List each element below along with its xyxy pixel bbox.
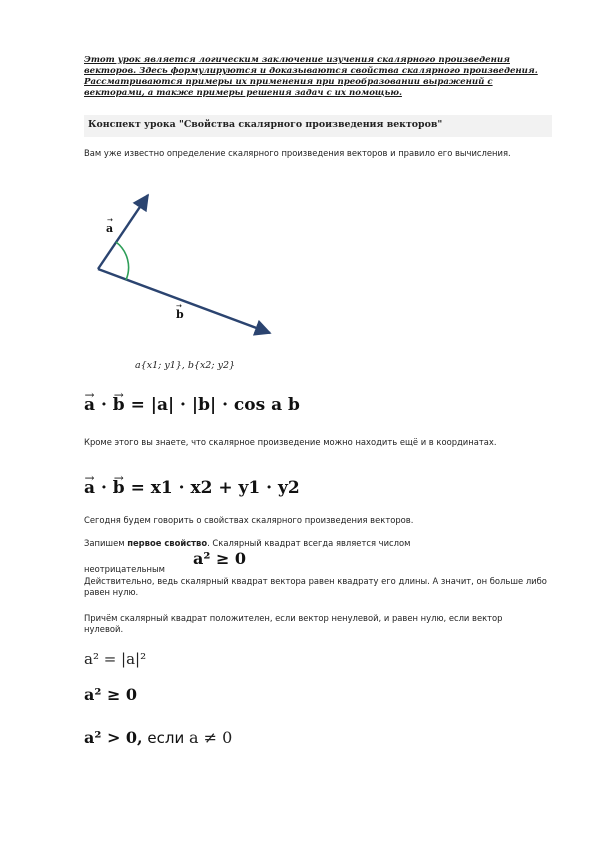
label-b: b [176,308,184,321]
formula2-rhs: = x1 · x2 + y1 · y2 [130,478,300,498]
paragraph-definition: Вам уже известно определение скалярного произведения векторов и правило его вычисления. [84,148,511,158]
vectors-diagram [90,185,290,345]
formula1-vec-a: → a [84,395,95,415]
first-property-bold: первое свойство [127,538,208,548]
inline-formula-nonnegative: a² ≥ 0 [193,549,247,568]
formula-coordinates: → a · → b = x1 · x2 + y1 · y2 [84,478,300,498]
intro-paragraph: Этот урок является логическим заключение изучения скалярного произведения векторов. Здесь формулируются и доказываются свойства скалярного произведения. Рассматриваются примеры их применения при преобразовании выражений с векторами, а также примеры решения задач с их помощью. [84,55,538,98]
label-a: a [106,222,114,235]
label-a-arrow-icon: → [107,216,113,224]
formula-square-positive: a² > 0, если a ≠ 0 [84,728,233,747]
formula1-vec-b: → b [113,395,125,415]
lesson-heading: Конспект урока "Свойства скалярного произведения векторов" [88,119,443,130]
label-b-arrow-icon: → [176,302,182,310]
vector-b-arrow [98,269,270,333]
formula-scalar-product-definition: → a · → b = |a| · |b| · cos a b [84,395,300,415]
formula2-vec-a: → a [84,478,95,498]
formula-square-length: a² = |a|² [84,650,147,668]
paragraph-nonnegative-word: неотрицательным [84,564,165,574]
paragraph-first-property: Запишем первое свойство. Скалярный квадрат всегда является числом [84,538,411,548]
paragraph-positive-zero: Причём скалярный квадрат положителен, если вектор ненулевой, и равен нулю, если вектор нулевой. [84,613,503,634]
formula2-vec-b: → b [113,478,125,498]
angle-arc [116,242,129,280]
formula-square-nonnegative: a² ≥ 0 [84,685,138,704]
formula1-rhs: = |a| · |b| · cos a b [130,395,300,415]
paragraph-length: Действительно, ведь скалярный квадрат вектора равен квадрату его длины. А значит, он больше либо равен нулю. [84,576,547,597]
coords-caption: a{x1; y1}, b{x2; y2} [135,360,236,371]
paragraph-today: Сегодня будем говорить о свойствах скалярного произведения векторов. [84,515,414,525]
paragraph-coordinates: Кроме этого вы знаете, что скалярное произведение можно находить ещё и в координатах. [84,437,497,447]
